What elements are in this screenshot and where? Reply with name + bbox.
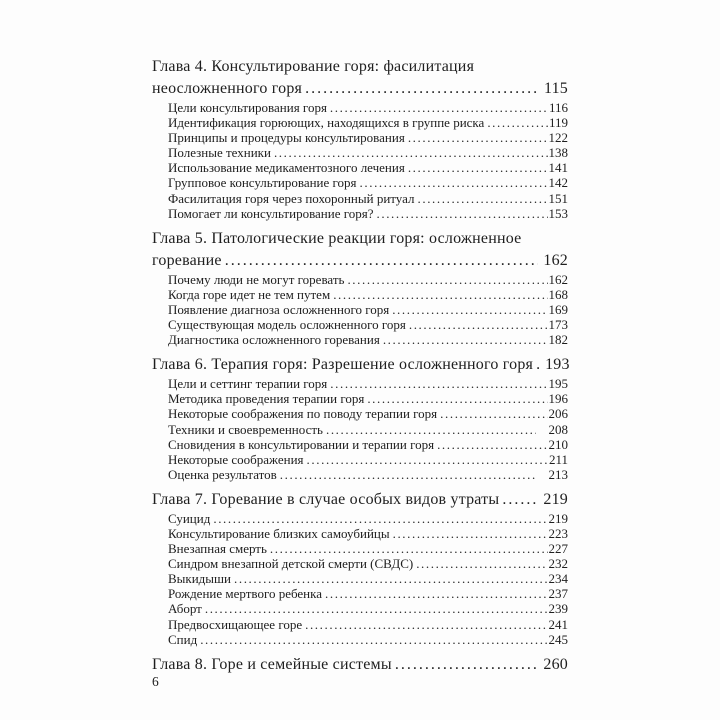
entry-title: Аборт: [168, 601, 202, 617]
entry-title: Техники и своевременность: [168, 421, 323, 437]
entry-page-number: 219: [548, 510, 568, 526]
entry-page-number: 241: [548, 616, 568, 632]
dot-leader: [409, 317, 548, 332]
entry-title: Диагностика осложненного горевания: [168, 332, 380, 348]
toc-entry: [152, 287, 568, 302]
entry-page-number: 208: [548, 421, 568, 437]
dot-leader: [536, 354, 540, 376]
chapter-heading: [152, 489, 568, 511]
chapter-title: Глава 7. Горевание в случае особых видов утраты: [152, 490, 500, 508]
entry-page-number: 173: [548, 317, 568, 333]
dot-leader: [408, 160, 548, 175]
entry-title: Существующая модель осложненного горя: [168, 317, 406, 333]
chapter-title-lastline: [152, 489, 568, 511]
entry-page-number: 151: [548, 190, 568, 206]
chapter-page-number: 260: [543, 655, 568, 673]
entry-title: Цели и сеттинг терапии горя: [168, 376, 328, 392]
chapter-page-number: 115: [543, 80, 568, 97]
entry-page-number: 232: [548, 556, 568, 572]
toc-entry: [152, 511, 568, 526]
toc-entry: [152, 332, 568, 347]
chapter-title-line: Глава 4. Консультирование горя: фасилитация: [152, 58, 475, 75]
chapter-heading: [152, 354, 568, 376]
entry-page-number: 116: [548, 100, 568, 115]
entry-page-number: 227: [548, 541, 568, 557]
entry-page-number: 223: [548, 525, 568, 541]
entry-page-number: 138: [548, 145, 568, 161]
entry-title: Полезные техники: [168, 145, 271, 161]
entry-page-number: 210: [548, 436, 568, 452]
toc-entry: [152, 422, 568, 437]
toc-entry: [152, 160, 568, 175]
dot-leader: [330, 376, 547, 391]
dot-leader: [377, 206, 548, 221]
dot-leader: [326, 422, 536, 437]
toc-entry: [152, 467, 568, 482]
dot-leader: [367, 391, 547, 406]
toc-entry: [152, 556, 568, 571]
entry-title: Использование медикаментозного лечения: [168, 160, 405, 176]
entry-title: Фасилитация горя через похоронный ритуал: [168, 190, 415, 206]
chapter-title-lastline: [152, 78, 568, 100]
chapter-block: [152, 56, 568, 221]
dot-leader: [213, 511, 547, 526]
entry-page-number: 239: [548, 601, 568, 617]
toc-entry: [152, 175, 568, 190]
chapter-title: неосложненного горя: [152, 80, 303, 97]
toc-entry: [152, 145, 568, 160]
chapter-block: [152, 354, 568, 482]
entry-title: Некоторые соображения: [168, 451, 304, 467]
entry-title: Принципы и процедуры консультирования: [168, 130, 405, 146]
toc-entry: [152, 632, 568, 647]
entry-title: Цели консультирования горя: [168, 100, 327, 115]
toc-entry: [152, 586, 568, 601]
entry-page-number: 168: [548, 286, 568, 302]
entry-page-number: 213: [548, 466, 568, 482]
entry-page-number: 122: [548, 130, 568, 146]
entry-page-number: 153: [548, 205, 568, 221]
toc-entry: [152, 617, 568, 632]
toc-entry: [152, 100, 568, 115]
toc-entry: [152, 206, 568, 221]
chapter-title-lastline: [152, 354, 568, 376]
entry-title: Некоторые соображения по поводу терапии горя: [168, 406, 438, 422]
toc-entry: [152, 376, 568, 391]
entry-page-number: 195: [548, 376, 568, 392]
entry-title: Групповое консультирование горя: [168, 175, 357, 191]
entry-page-number: 141: [548, 160, 568, 176]
dot-leader: [487, 115, 548, 130]
toc-entry: [152, 406, 568, 421]
entry-title: Внезапная смерть: [168, 541, 267, 557]
entry-title: Синдром внезапной детской смерти (СВДС): [168, 556, 414, 572]
entry-title: Оценка результатов: [168, 466, 277, 482]
dot-leader: [383, 332, 548, 347]
chapter-entries: [152, 511, 568, 647]
entry-page-number: 211: [548, 451, 568, 467]
dot-leader: [502, 489, 538, 511]
toc-entry: [152, 391, 568, 406]
toc-entry: [152, 571, 568, 586]
dot-leader: [416, 556, 547, 571]
entry-page-number: 182: [548, 332, 568, 348]
entry-title: Сновидения в консультировании и терапии горя: [168, 436, 435, 452]
dot-leader: [205, 601, 548, 616]
entry-title: Почему люди не могут горевать: [168, 271, 345, 287]
dot-leader: [305, 78, 539, 100]
dot-leader: [437, 437, 547, 452]
dot-leader: [347, 272, 547, 287]
chapter-title-line: Глава 5. Патологические реакции горя: осложненное: [152, 229, 522, 247]
toc-entry: [152, 526, 568, 541]
dot-leader: [440, 406, 547, 421]
dot-leader: [360, 175, 548, 190]
toc-entry: [152, 115, 568, 130]
entry-title: Предвосхищающее горе: [168, 616, 303, 632]
dot-leader: [305, 617, 547, 632]
chapter-title: горевание: [152, 251, 222, 269]
dot-leader: [225, 250, 539, 272]
chapter-page-number: 193: [545, 356, 570, 374]
dot-leader: [418, 191, 548, 206]
entry-page-number: 234: [548, 571, 568, 587]
entry-page-number: 169: [548, 301, 568, 317]
chapter-entries: [152, 100, 568, 221]
chapter-block: [152, 654, 568, 676]
toc-content: [152, 56, 568, 676]
dot-leader: [234, 571, 548, 586]
toc-entry: [152, 541, 568, 556]
entry-page-number: 206: [548, 406, 568, 422]
entry-title: Когда горе идет не тем путем: [168, 286, 331, 302]
toc-entry: [152, 437, 568, 452]
dot-leader: [270, 541, 548, 556]
entry-page-number: 142: [548, 175, 568, 191]
toc-entry: [152, 317, 568, 332]
dot-leader: [395, 654, 539, 676]
chapter-title-lastline: [152, 250, 568, 272]
dot-leader: [200, 632, 547, 647]
toc-entry: [152, 452, 568, 467]
chapter-heading: [152, 228, 568, 272]
dot-leader: [280, 467, 536, 482]
entry-title: Методика проведения терапии горя: [168, 391, 365, 407]
chapter-heading: [152, 56, 568, 100]
dot-leader: [307, 452, 548, 467]
entry-title: Появление диагноза осложненного горя: [168, 301, 390, 317]
chapter-entries: [152, 272, 568, 347]
chapter-page-number: 162: [543, 251, 568, 269]
toc-entry: [152, 191, 568, 206]
toc-entry: [152, 601, 568, 616]
entry-title: Идентификация горюющих, находящихся в группе риска: [168, 115, 485, 131]
entry-page-number: 162: [548, 271, 568, 287]
entry-page-number: 196: [548, 391, 568, 407]
dot-leader: [392, 302, 547, 317]
chapter-entries: [152, 376, 568, 482]
chapter-page-number: 219: [543, 490, 568, 508]
page-number-footer: 6: [152, 674, 159, 689]
entry-title: Рождение мертвого ребенка: [168, 586, 323, 602]
entry-title: Консультирование близких самоубийцы: [168, 525, 390, 541]
toc-entry: [152, 130, 568, 145]
chapter-title: Глава 6. Терапия горя: Разрешение осложненного горя: [152, 356, 534, 374]
dot-leader: [333, 287, 547, 302]
toc-entry: [152, 302, 568, 317]
chapter-heading: [152, 654, 568, 676]
dot-leader: [408, 130, 548, 145]
entry-page-number: 245: [548, 631, 568, 647]
dot-leader: [393, 526, 548, 541]
toc-entry: [152, 272, 568, 287]
dot-leader: [330, 100, 548, 115]
entry-title: Помогает ли консультирование горя?: [168, 205, 374, 221]
entry-title: Суицид: [168, 510, 211, 526]
entry-page-number: 237: [548, 586, 568, 602]
chapter-title: Глава 8. Горе и семейные системы: [152, 655, 392, 673]
dot-leader: [274, 145, 548, 160]
entry-page-number: 119: [548, 115, 568, 131]
chapter-block: [152, 489, 568, 647]
chapter-title-lastline: [152, 654, 568, 676]
entry-title: Спид: [168, 631, 198, 647]
dot-leader: [325, 586, 547, 601]
entry-title: Выкидыши: [168, 571, 231, 587]
chapter-block: [152, 228, 568, 347]
